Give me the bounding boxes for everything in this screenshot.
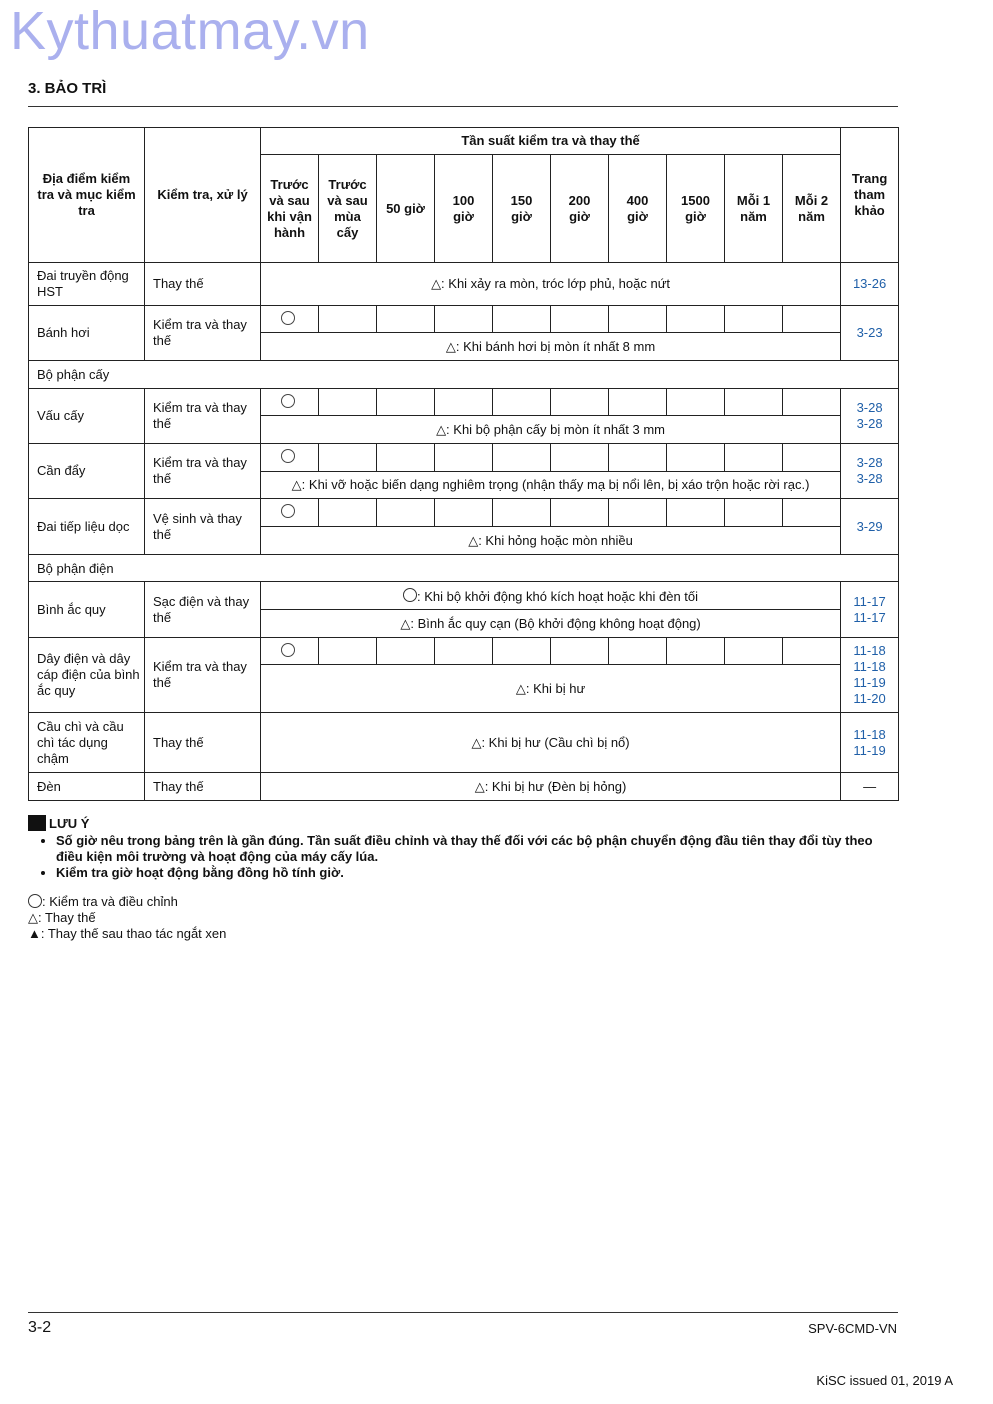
note-cell: △: Khi vỡ hoặc biến dạng nghiêm trọng (nhận thấy mạ bị nổi lên, bị xáo trộn hoặc rời rạc.) [261, 472, 841, 499]
table-row [29, 582, 899, 610]
action-cell: Kiểm tra và thay thế [145, 306, 261, 361]
issue-stamp: KiSC issued 01, 2019 A [816, 1373, 953, 1388]
note-cell: △: Khi bị hư (Đèn bị hỏng) [261, 773, 841, 801]
inspect-mark-cell [261, 444, 319, 472]
table-row [29, 773, 899, 801]
table-row [29, 306, 899, 333]
inspect-circle-icon [403, 588, 417, 602]
reference-link[interactable]: 11-17 [853, 593, 886, 609]
table-section-row [29, 361, 899, 389]
note-cell [261, 582, 841, 610]
note-cell: △: Bình ắc quy cạn (Bộ khởi động không hoạt động) [261, 610, 841, 638]
reference-link[interactable]: 11-18 [853, 659, 886, 674]
reference-link[interactable]: 11-19 [853, 675, 886, 690]
note-cell: △: Khi xảy ra mòn, tróc lớp phủ, hoặc nứt [261, 263, 841, 306]
legend-text: : Kiểm tra và điều chỉnh [42, 894, 178, 909]
inspect-circle-icon [281, 504, 295, 518]
freq-col-header: 100 giờ [435, 155, 493, 263]
item-cell: Đai tiếp liệu dọc [29, 499, 145, 555]
reference-cell: — [841, 773, 899, 801]
freq-col-header: 400 giờ [609, 155, 667, 263]
reference-link[interactable]: 3-28 [856, 455, 883, 470]
inspect-circle-icon [281, 311, 295, 325]
table-row [29, 389, 899, 416]
freq-col-header: Mỗi 2 năm [783, 155, 841, 263]
reference-cell: 3-29 [841, 499, 899, 555]
section-label: Bộ phận điện [29, 555, 899, 582]
item-cell: Đèn [29, 773, 145, 801]
reference-link[interactable]: 3-28 [856, 471, 883, 486]
reference-link[interactable]: 11-18 [853, 726, 886, 742]
note-cell: △: Khi hỏng hoặc mòn nhiều [261, 527, 841, 555]
notes-block [28, 815, 900, 881]
watermark-logo-text: Kythuatmay.vn [10, 1, 370, 61]
action-cell: Vệ sinh và thay thế [145, 499, 261, 555]
legend-item: ▲: Thay thế sau thao tác ngắt xen [28, 926, 227, 941]
action-cell: Kiểm tra và thay thế [145, 638, 261, 713]
reference-cell [841, 713, 899, 773]
item-cell: Vấu cấy [29, 389, 145, 444]
reference-link[interactable]: 3-28 [856, 416, 883, 431]
inspect-circle-icon [281, 449, 295, 463]
maintenance-table [28, 127, 899, 801]
note-square-icon [28, 815, 46, 831]
inspect-mark-cell [261, 389, 319, 416]
header-location: Địa điểm kiểm tra và mục kiểm tra [29, 128, 145, 263]
reference-link[interactable]: 11-17 [853, 609, 886, 625]
item-cell: Dây điện và dây cáp điện của bình ắc quy [29, 638, 145, 713]
freq-col-header: Mỗi 1 năm [725, 155, 783, 263]
freq-col-header: 200 giờ [551, 155, 609, 263]
note-item: • Số giờ nêu trong bảng trên là gần đúng. Tần suất điều chỉnh và thay thế đối với các bộ phận chuyển động đầu tiên thay đổi tùy theo điều kiện môi trường và hoạt động của máy cấy lúa. [56, 833, 900, 865]
reference-cell [841, 389, 899, 444]
legend-item: △: Thay thế [28, 910, 96, 925]
inspect-circle-icon [28, 894, 42, 908]
note-cell: △: Khi bộ phận cấy bị mòn ít nhất 3 mm [261, 416, 841, 444]
item-cell: Cần đẩy [29, 444, 145, 499]
freq-col-header: 150 giờ [493, 155, 551, 263]
legend [28, 894, 226, 942]
item-cell: Bánh hơi [29, 306, 145, 361]
notes-list [28, 833, 900, 881]
section-label: Bộ phận cấy [29, 361, 899, 389]
inspect-mark-cell [261, 499, 319, 527]
note-cell: △: Khi bị hư (Cầu chì bị nổ) [261, 713, 841, 773]
note-cell: △: Khi bánh hơi bị mòn ít nhất 8 mm [261, 333, 841, 361]
table-row [29, 713, 899, 773]
freq-col-header: Trước và sau mùa cấy [319, 155, 377, 263]
note-item: • Kiểm tra giờ hoạt động bằng đồng hồ tính giờ. [56, 865, 900, 881]
reference-cell: 13-26 [841, 263, 899, 306]
action-cell: Thay thế [145, 773, 261, 801]
item-cell: Bình ắc quy [29, 582, 145, 638]
table-section-row [29, 555, 899, 582]
reference-link[interactable]: 11-20 [853, 691, 886, 706]
reference-cell [841, 582, 899, 638]
action-cell: Sạc điện và thay thế [145, 582, 261, 638]
reference-cell [841, 638, 899, 713]
header-rule [28, 106, 898, 107]
action-cell: Thay thế [145, 263, 261, 306]
legend-item [28, 894, 226, 910]
reference-cell: 3-23 [841, 306, 899, 361]
section-title: 3. BẢO TRÌ [28, 80, 107, 97]
table-row [29, 499, 899, 527]
notes-heading [28, 815, 900, 831]
page-number: 3-2 [28, 1319, 52, 1336]
notes-heading-text: LƯU Ý [49, 815, 90, 831]
header-reference: Trang tham khảo [841, 128, 899, 263]
inspect-mark-cell [261, 306, 319, 333]
table-row [29, 444, 899, 472]
header-action: Kiểm tra, xử lý [145, 128, 261, 263]
reference-link[interactable]: 11-18 [853, 643, 886, 658]
table-row [29, 638, 899, 665]
freq-col-header: 50 giờ [377, 155, 435, 263]
reference-cell [841, 444, 899, 499]
reference-link[interactable]: 3-28 [856, 400, 883, 415]
note-cell: △: Khi bị hư [261, 665, 841, 713]
inspect-circle-icon [281, 394, 295, 408]
inspect-mark-cell [261, 638, 319, 665]
header-frequency: Tần suất kiểm tra và thay thế [261, 128, 841, 155]
reference-link[interactable]: 11-19 [853, 742, 886, 758]
item-cell: Đai truyền động HST [29, 263, 145, 306]
action-cell: Thay thế [145, 713, 261, 773]
action-cell: Kiểm tra và thay thế [145, 389, 261, 444]
action-cell: Kiểm tra và thay thế [145, 444, 261, 499]
item-cell: Cầu chì và cầu chì tác dụng chậm [29, 713, 145, 773]
inspect-circle-icon [281, 643, 295, 657]
document-code: SPV-6CMD-VN [808, 1321, 897, 1336]
footer-rule [28, 1312, 898, 1313]
table-row [29, 263, 899, 306]
freq-col-header: 1500 giờ [667, 155, 725, 263]
note-text: : Khi bộ khởi động khó kích hoạt hoặc khi đèn tối [417, 588, 699, 604]
freq-col-header: Trước và sau khi vận hành [261, 155, 319, 263]
